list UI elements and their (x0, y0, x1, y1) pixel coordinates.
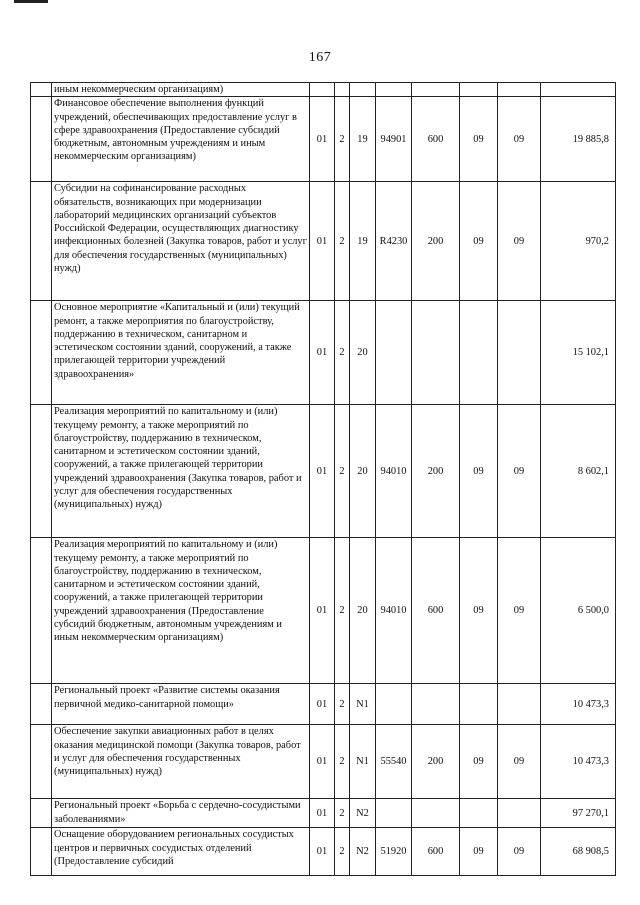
table-row (31, 301, 616, 405)
section-code: 09 (460, 405, 498, 538)
blank-cell (31, 799, 52, 828)
subsection-code: 09 (498, 725, 541, 799)
table-row (31, 538, 616, 684)
target-article-code (376, 684, 412, 725)
blank-cell (31, 725, 52, 799)
amount: 970,2 (541, 182, 616, 301)
subprogram-code: 2 (335, 405, 350, 538)
amount: 97 270,1 (541, 799, 616, 828)
subprogram-code: 2 (335, 725, 350, 799)
program-code: 01 (310, 684, 335, 725)
event-code: N1 (350, 725, 376, 799)
table-row (31, 182, 616, 301)
row-description: Реализация мероприятий по капитальному и (или) текущему ремонту, а также мероприятий по благоустройству, поддержанию в техническом, санитарном и эстетическом состоянии зданий, сооружений, а также прилегающей территории учреждений здравоохранения (Закупка товаров, работ и услуг для обеспечения государственных (муниципальных) нужд) (52, 405, 310, 538)
subsection-code (498, 301, 541, 405)
subsection-code: 09 (498, 182, 541, 301)
expense-type-code: 600 (412, 538, 460, 684)
subprogram-code: 2 (335, 301, 350, 405)
event-code: 20 (350, 301, 376, 405)
section-code: 09 (460, 538, 498, 684)
row-description: Основное мероприятие «Капитальный и (или) текущий ремонт, а также мероприятия по благоустройству, поддержанию в техническом, санитарном и эстетическом состоянии зданий, сооружений, а также прилегающей территории учреждений здравоохранения» (52, 301, 310, 405)
blank-cell (31, 97, 52, 182)
page-number: 167 (308, 50, 332, 65)
target-article-code (376, 799, 412, 828)
subprogram-code: 2 (335, 799, 350, 828)
amount: 19 885,8 (541, 97, 616, 182)
event-code: N1 (350, 684, 376, 725)
row-description: Финансовое обеспечение выполнения функций учреждений, обеспечивающих предоставление услуг в сфере здравоохранения (Предоставление субсидий бюджетным, автономным учреждениям и иным некоммерческим организациям) (52, 97, 310, 182)
subprogram-code (335, 83, 350, 97)
budget-table (30, 82, 616, 876)
event-code: 19 (350, 97, 376, 182)
event-code: 19 (350, 182, 376, 301)
amount: 10 473,3 (541, 684, 616, 725)
row-description: Региональный проект «Развитие системы оказания первичной медико-санитарной помощи» (52, 684, 310, 725)
expense-type-code: 200 (412, 405, 460, 538)
subsection-code (498, 83, 541, 97)
amount (541, 83, 616, 97)
table-row (31, 828, 616, 876)
subsection-code (498, 799, 541, 828)
expense-type-code: 600 (412, 97, 460, 182)
row-description: Обеспечение закупки авиационных работ в целях оказания медицинской помощи (Закупка товаров, работ и услуг для обеспечения государственных (муниципальных) нужд) (52, 725, 310, 799)
section-code: 09 (460, 828, 498, 876)
section-code: 09 (460, 182, 498, 301)
row-description: Региональный проект «Борьба с сердечно-сосудистыми заболеваниями» (52, 799, 310, 828)
event-code: 20 (350, 405, 376, 538)
event-code (350, 83, 376, 97)
amount: 8 602,1 (541, 405, 616, 538)
amount: 15 102,1 (541, 301, 616, 405)
amount: 68 908,5 (541, 828, 616, 876)
subprogram-code: 2 (335, 182, 350, 301)
blank-cell (31, 828, 52, 876)
event-code: 20 (350, 538, 376, 684)
program-code: 01 (310, 828, 335, 876)
subprogram-code: 2 (335, 97, 350, 182)
section-code: 09 (460, 97, 498, 182)
section-code (460, 301, 498, 405)
blank-cell (31, 301, 52, 405)
expense-type-code: 200 (412, 725, 460, 799)
event-code: N2 (350, 828, 376, 876)
blank-cell (31, 684, 52, 725)
expense-type-code (412, 83, 460, 97)
row-description: Субсидии на софинансирование расходных обязательств, возникающих при модернизации лабораторий медицинских организаций субъектов Российской Федерации, осуществляющих диагностику инфекционных болезней (Закупка товаров, работ и услуг для обеспечения государственных (муниципальных) нужд) (52, 182, 310, 301)
scan-edge-mark (14, 0, 48, 3)
expense-type-code: 600 (412, 828, 460, 876)
subsection-code: 09 (498, 828, 541, 876)
subsection-code: 09 (498, 97, 541, 182)
subprogram-code: 2 (335, 828, 350, 876)
subprogram-code: 2 (335, 684, 350, 725)
program-code: 01 (310, 799, 335, 828)
blank-cell (31, 538, 52, 684)
target-article-code: 94010 (376, 405, 412, 538)
table-row (31, 799, 616, 828)
target-article-code: 51920 (376, 828, 412, 876)
target-article-code: R4230 (376, 182, 412, 301)
blank-cell (31, 405, 52, 538)
subsection-code: 09 (498, 538, 541, 684)
amount: 10 473,3 (541, 725, 616, 799)
subsection-code (498, 684, 541, 725)
table-row (31, 684, 616, 725)
program-code (310, 83, 335, 97)
program-code: 01 (310, 405, 335, 538)
program-code: 01 (310, 182, 335, 301)
program-code: 01 (310, 301, 335, 405)
table-row (31, 83, 616, 97)
target-article-code (376, 301, 412, 405)
target-article-code: 55540 (376, 725, 412, 799)
row-description: иным некоммерческим организациям) (52, 83, 310, 97)
section-code (460, 83, 498, 97)
subsection-code: 09 (498, 405, 541, 538)
section-code (460, 684, 498, 725)
table-row (31, 97, 616, 182)
subprogram-code: 2 (335, 538, 350, 684)
event-code: N2 (350, 799, 376, 828)
expense-type-code: 200 (412, 182, 460, 301)
row-description: Оснащение оборудованием региональных сосудистых центров и первичных сосудистых отделений (Предоставление субсидий (52, 828, 310, 876)
target-article-code (376, 83, 412, 97)
amount: 6 500,0 (541, 538, 616, 684)
program-code: 01 (310, 725, 335, 799)
table-row (31, 405, 616, 538)
expense-type-code (412, 301, 460, 405)
program-code: 01 (310, 538, 335, 684)
row-description: Реализация мероприятий по капитальному и (или) текущему ремонту, а также мероприятий по благоустройству, поддержанию в техническом, санитарном и эстетическом состоянии зданий, сооружений, а также прилегающей территории учреждений здравоохранения (Предоставление субсидий бюджетным, автономным учреждениям и иным некоммерческим организациям) (52, 538, 310, 684)
target-article-code: 94901 (376, 97, 412, 182)
section-code: 09 (460, 725, 498, 799)
blank-cell (31, 182, 52, 301)
table-row (31, 725, 616, 799)
target-article-code: 94010 (376, 538, 412, 684)
section-code (460, 799, 498, 828)
expense-type-code (412, 799, 460, 828)
blank-cell (31, 83, 52, 97)
expense-type-code (412, 684, 460, 725)
program-code: 01 (310, 97, 335, 182)
